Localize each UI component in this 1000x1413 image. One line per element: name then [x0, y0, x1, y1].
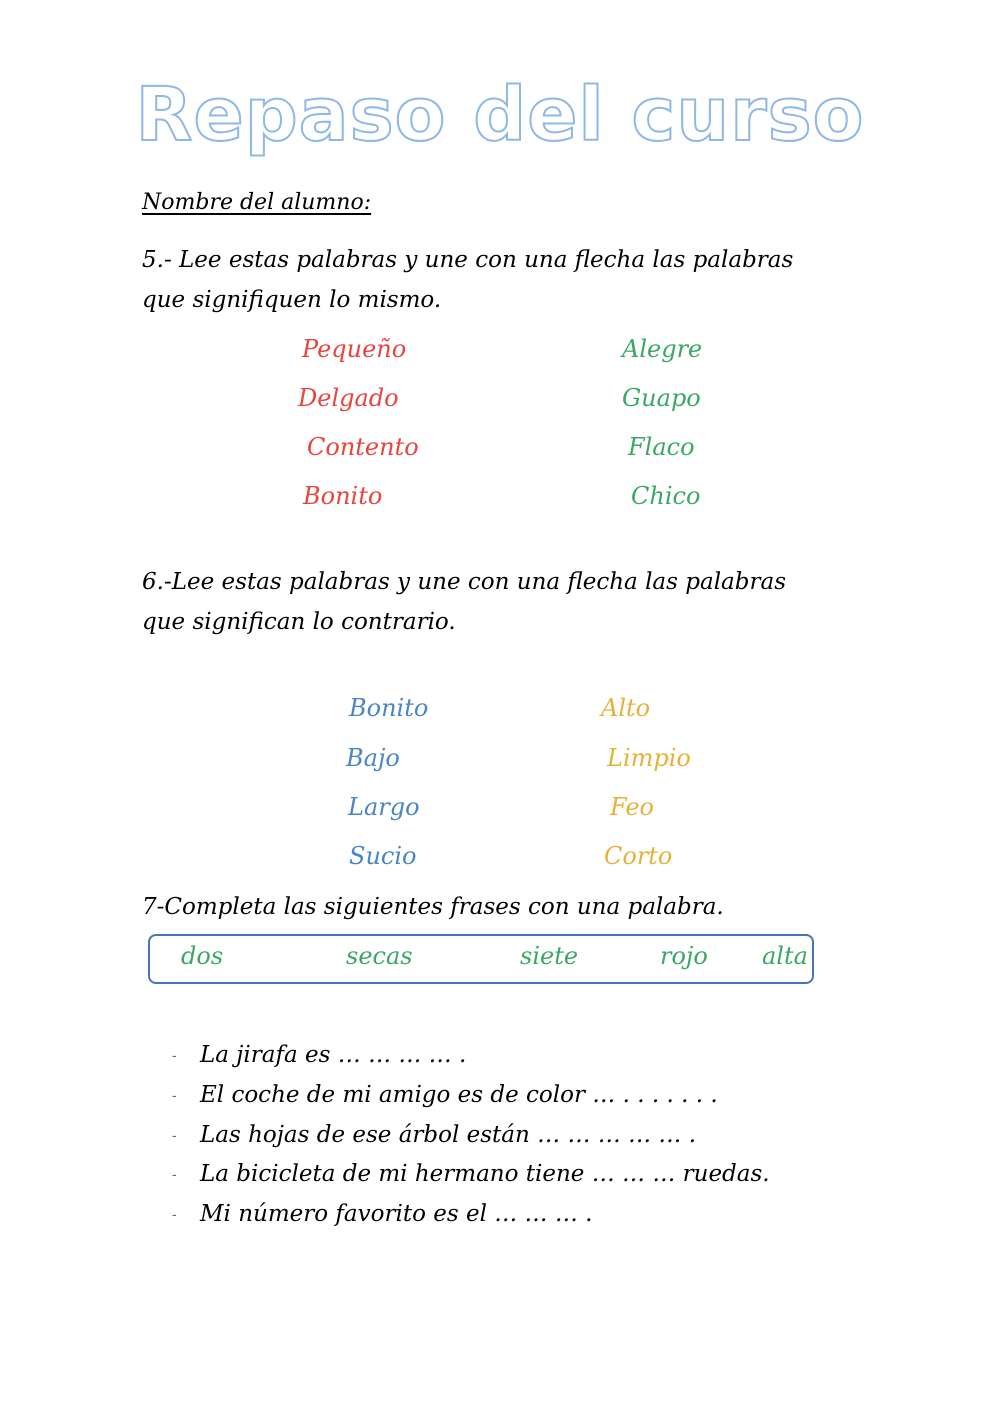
antonym-left-word[interactable]: Sucio: [349, 842, 417, 870]
antonym-right-word[interactable]: Feo: [610, 793, 654, 821]
sentence-text: El coche de mi amigo es de color … . . . . . . .: [200, 1082, 718, 1108]
student-name-label: Nombre del alumno:: [142, 190, 372, 215]
antonym-left-word[interactable]: Bajo: [346, 744, 400, 772]
word-bank-item[interactable]: secas: [346, 942, 413, 970]
fill-sentence[interactable]: [172, 1120, 696, 1151]
fill-sentence[interactable]: [172, 1159, 770, 1190]
antonym-right-word[interactable]: Corto: [604, 842, 673, 870]
bullet-dash: -: [172, 1048, 177, 1064]
sentence-text: Mi número favorito es el … … … .: [200, 1201, 593, 1227]
sentence-text: La jirafa es … … … … .: [200, 1042, 467, 1068]
exercise6-instruction-line2: que significan lo contrario.: [142, 609, 456, 635]
word-bank-item[interactable]: alta: [762, 942, 808, 970]
sentence-text: Las hojas de ese árbol están … … … … … .: [200, 1122, 697, 1148]
antonym-right-word[interactable]: Alto: [601, 694, 651, 722]
synonym-right-word[interactable]: Alegre: [622, 335, 703, 363]
exercise5-instruction-line1: 5.- Lee estas palabras y une con una flecha las palabras: [142, 247, 794, 273]
exercise6-instruction-line1: 6.-Lee estas palabras y une con una flecha las palabras: [142, 569, 786, 595]
bullet-dash: -: [172, 1128, 177, 1144]
word-bank-item[interactable]: rojo: [660, 942, 708, 970]
word-bank-item[interactable]: siete: [520, 942, 579, 970]
word-bank-item[interactable]: dos: [181, 942, 224, 970]
synonym-right-word[interactable]: Flaco: [628, 433, 695, 461]
synonym-left-word[interactable]: Delgado: [298, 384, 399, 412]
exercise5-instruction-line2: que signifiquen lo mismo.: [142, 287, 442, 313]
fill-sentence[interactable]: [172, 1080, 718, 1111]
synonym-left-word[interactable]: Pequeño: [302, 335, 407, 363]
bullet-dash: -: [172, 1167, 177, 1183]
antonym-left-word[interactable]: Largo: [348, 793, 420, 821]
fill-sentence[interactable]: [172, 1199, 592, 1230]
worksheet-title: Repaso del curso: [135, 72, 865, 158]
antonym-left-word[interactable]: Bonito: [349, 694, 429, 722]
synonym-right-word[interactable]: Guapo: [622, 384, 701, 412]
word-bank-box: [148, 934, 814, 984]
synonym-left-word[interactable]: Bonito: [303, 482, 383, 510]
exercise7-instruction: 7-Completa las siguientes frases con una palabra.: [142, 894, 724, 920]
synonym-left-word[interactable]: Contento: [307, 433, 419, 461]
bullet-dash: -: [172, 1207, 177, 1223]
synonym-right-word[interactable]: Chico: [631, 482, 701, 510]
fill-sentence[interactable]: [172, 1040, 466, 1071]
antonym-right-word[interactable]: Limpio: [607, 744, 691, 772]
sentence-text: La bicicleta de mi hermano tiene … … … ruedas.: [200, 1161, 770, 1187]
bullet-dash: -: [172, 1088, 177, 1104]
